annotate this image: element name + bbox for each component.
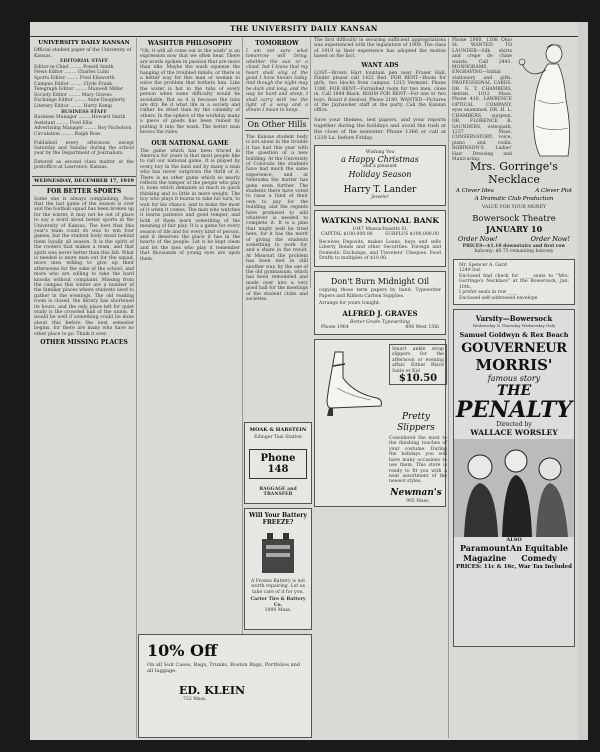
col4-top-text: The first difficulty in securing sufficient appropriations was experienced with the legislature of 1909. The class of 1919 in their experience has adopted the motion based on the fact. [314,38,446,60]
staff-box-title: UNIVERSITY DAILY KANSAN [38,40,130,46]
staff-line: Official student paper of the University of Kansas. [34,48,132,59]
battery-title: Will Your Battery FREEZE? [249,512,307,526]
want-ads-body: LOST—Brown Hart fountain pen near Fraser Hall. Finder please call 1422 Red. FOR RENT—Room for girls, two blocks from campus. 1315 Vermont. Phone 1380. FOR RENT—Furnished room for two men, close in. Call 1844 Black. ROOM FOR RENT—For one or two boys. Board if desired. Phone 2180. WANTED—Pictures of the Jayhawker staff at the party. Call the Kansan office. [314,70,446,114]
national-game-body: The game which has been traced in America for years is that most people like to call our national game. It is played by every boy in the land and by many a man who has never outgrown the thrill of it. There is no other game which so nearly reflects the temper of the people who play it, none which demands so much in quick thinking and so little in mere weight. The boy who plays it learns to take his turn, to wait for his chance, and to make the most of it when it comes. The man who watches it learns patience and good temper, and both of them learn something of the meaning of fair play. It is a game for every season of life and for every kind of person, and it deserves the place it has in the hearts of the people. Let it be kept clean and let the men who play it remember that thousands of young eyes are upon them. [140,148,240,262]
comedy-line-1: An Equitable [510,543,568,554]
play-prices: PRICES—$1.10 downstairs and first row [462,243,566,249]
play-title-2: Necklace [488,173,540,186]
xmas-season: Holiday Season [348,170,412,180]
other-hills-body: The Kansas student body is not alone in the trouble it has had this year with the question of a new building. At the University of Colorado the students have had much the same experience, and at Nebraska the matter has gone even further. The students there have voted to raise a fund of their own to pay for the building, and the regents have promised to add whatever is needed to complete it. It is a plan that might well be tried here, for it has the merit of giving the students something to work for, and a share in the result. At Missouri the problem has been met in still another way, by the use of the old gymnasium, which has been remodeled and made over into a very good hall for the meetings of the student clubs and societies. [246,134,308,303]
movie-presents: Samuel Goldwyn & Rex Beach [459,331,569,340]
save-themes-notice: Save your themes, test papers, and your reports together during the holidays and avoid the rush at the close of the semester. Phone 1366 or call at 1229 La. before Friday. [314,116,446,141]
form-line: Mr. Spencer A. Gard [459,262,507,268]
staff-line: Campus Editor ........ Clyde Frank [34,81,113,87]
slipper-promo-box [389,344,447,384]
oil-addr: 806 West 15th [405,325,439,331]
movie-star-1: GOUVERNEUR [461,341,567,357]
xmas-wishing: Wishing You [365,149,395,155]
christmas-greeting-ad [314,145,446,206]
seat-order-form [453,259,575,306]
play-value: VALUE FOR YOUR MONEY [481,205,547,210]
magazine-line-2: Magazine [463,553,507,564]
movie-famous: famous story [487,374,541,384]
adjacent-page-edge [578,22,588,740]
column-ads [312,38,449,738]
play-prices-2: balcony; $0.75 remaining balcony [474,249,554,255]
klein-addr: 732 Mass. [183,697,207,702]
midnight-oil-ad [314,271,446,335]
staff-line: Editor-in-Chief ........ Powell Smith [34,64,114,70]
battery-body: A Frozen Battery is not worth repairing. Let us take care of it for you. [250,579,306,595]
klein-body: On all Suit Cases, Bags, Trunks, Boston Bags, Portfolios and all luggage. [147,662,301,674]
movie-extras [460,543,568,563]
xmas-jeweler-role: Jeweler [371,195,389,201]
staff-line: BUSINESS STAFF [61,109,107,115]
column-hills [244,38,311,303]
magazine-line-1: Paramount [460,543,510,554]
newmans-name: Newman's [390,488,442,499]
oil-phone: Phone 1964 [321,325,349,331]
oil-sub: Arrange for yours tonight. [319,301,381,307]
classified-cards: Phone 2960. 1208 Ohio St. WANTED TO LAUNDER—Silk shirts and crepe de chine waists. Call 2441. MONOGRAMS, ENGRAVING—Initial stationery and gifts. PROFESSIONAL CARDS. DR. G. T. CHAMBERS, dentist, 1012 Mass. Phone 410. LAWRENCE OPTICAL COMPANY, eyes examined. DR. H. L. CHAMBERS, surgeon. DR. FLORENCE B. SAUNDERS, osteopath, 1237 Mass. CONSERVATORY, voice, piano and violin. ROBINSON'S Ladies' Hair Dressing and Manicuring. [452,38,512,162]
newspaper-page [30,22,578,740]
movie-penalty: PENALTY [455,397,573,424]
movie-days: Wednesday & Thursday Wednesday Only [472,323,556,329]
play-tags [456,188,572,194]
form-line: Enclosed self-addressed envelope [459,295,538,301]
play-title-1: Mrs. Gorringe's [470,160,558,173]
want-ads-heading: WANT ADS [361,61,399,69]
oil-body: copying those term papers by hand. Typewriter Papers and Ribbon Carbon Supplies. [319,288,441,299]
movie-comedy [510,543,568,563]
national-game-heading: OUR NATIONAL GAME [151,139,229,147]
battery-addr: 1000 Mass. [264,608,292,614]
tomorrow-verse: I am not sure what tomorrow will bring, whether the sun or a cloud, but I know that my heart shall sing of the good I have known today. And though the night may be dark and long, and the way be hard and steep, I shall carry with me the light of a song and a dream I mean to keep. [246,49,308,114]
editorial-subheading: OTHER MISSING PLACES [40,339,128,347]
movie-theatres: Varsity—Bowersock [475,314,553,324]
xmas-and: and a pleasant [362,164,398,170]
klein-luggage-ad [138,634,312,738]
movie-magazine [460,543,510,563]
movie-also: ALSO [506,537,522,544]
slipper-body: Considered the most to the finishing touches of your costume. During the holidays you will have many occasions to use them. This store is ready to fit you with a neat assortment of the newest styles. [389,436,447,485]
bank-surplus: SURPLUS $100,000.00 [384,232,439,238]
oil-title: Don't Burn Midnight Oil [330,277,430,287]
staff-line: Sports Editor ........ Fred Ellsworth [34,75,115,81]
play-order-row [458,235,570,243]
movie-directed: Directed by [496,421,532,429]
staff-line: Literary Editor ........ Harry Kemp [34,103,112,109]
washtub-heading: WASHTUB PHILOSOPHY [147,40,233,47]
oil-tag: Better Grade Typewriting [349,319,410,325]
staff-line: EDITORIAL STAFF [60,59,108,65]
xmas-merry: a Happy Christmas [341,155,419,165]
staff-line: Assistant ........ Fred Ellis [34,120,93,126]
play-sub: A Dramatic Club Production [474,196,554,202]
play-order-1: Order Now! [458,234,498,243]
moak-name: MOAK & HARSTEIN [249,427,307,433]
slipper-price: $10.50 [398,373,438,385]
staff-line: Exchange Editor ........ Anne Daugherty [34,98,126,104]
bank-addr: 1047 Massachusetts St. [352,226,408,232]
column-editorial-staff [32,38,137,738]
battery-name: Carter Tire & Battery Co. [250,597,306,608]
play-date: JANUARY 10 [485,223,543,234]
slipper-promo-text: Smart ankle strap slippers for the afternoon or evening affair. Either Black Satin or Kid [392,347,444,374]
play-order-2: Order Now! [530,234,570,243]
actress-illustration [516,40,576,158]
play-theatre: Bowersock Theatre [472,213,556,224]
play-tag-1: A Clever Idea [456,188,494,194]
klein-name: ED. KLEIN [179,684,246,697]
play-tag-2: A Clever Plot [535,188,572,194]
staff-line: Business Manager ........ Howard Smith [34,115,126,121]
klein-percent-off: 10% Off [147,641,218,660]
penalty-movie-ad [453,309,575,647]
bank-capital: CAPITAL $100,000.00 [321,232,373,238]
staff-line: Entered as second class matter at the postoffice at Lawrence, Kansas. [34,159,134,171]
slippers-label: Slippers [397,423,435,434]
editorial-body: Some one is always complaining. Now that the last game of the season is over and the football squad has been broken up for the winter, it may not be out of place to say a word about better sports at the University of Kansas. The best that this year's team could do was to win four games, but the student body stood behind them loyally all season. It is the spirit of the rooters that makes a team, and that spirit was never better than this fall. What is needed is more men out for the squad, more men willing to give up their afternoons for the sake of the school, and more who are willing to take the hard knocks without complaint. Missing from the campus this winter are a number of the familiar places where students used to gather in the evenings. The old reading room is closed, the library has shortened its hours, and the only place left for quiet study is the crowded hall of the union. It would be well if something could be done about this before the next semester begins, for there are many who have no other place to go. Think it over. [34,196,134,337]
form-line: Enclosed find check for ____ seats to "Mrs. Gorringe's Necklace" at the Bowersock, Jan. 10th. [459,273,569,290]
moak-sub: Edinger Taxi Station [254,435,302,440]
oil-contact-row [319,325,441,331]
staff-line: News Editor ........ Charles Luhn [34,70,110,76]
staff-list [32,48,136,171]
oil-name: ALFRED J. GRAVES [342,308,418,318]
staff-line: Telegraph Editor ........ Maxwell Miller [34,87,124,93]
washtub-body: "Oh, it will all come out in the wash" is an expression now that we often hear. There are words spoken in passion that are more than idle. Maybe the wash squeeze the hanging of the troubled minds; or there is a better way for this man or woman to solve the problem that bothers him. Like the water is hot in the tubs of every person when some difficulty would be avoidable. But so it is because the tubs are dry. Be it what life in a society and rather be dried than by the calamity of others. In the sphere of the workday many a piece of goods has been ruined by putting it into the wash. The better man knows the rules. [140,49,240,136]
column-theatre [450,38,578,738]
form-line: 1249 Ind. [459,268,482,274]
battery-illustration [258,529,298,577]
issue-date: WEDNESDAY, DECEMBER 17, 1919 [32,176,136,186]
classifieds-area [450,38,578,160]
moak-phone: Phone 148 [249,449,307,479]
column-editorials [138,38,243,738]
xmas-jeweler-name: Harry T. Lander [343,185,417,196]
movie-director: WALLACE WORSLEY [470,428,558,438]
bank-name: WATKINS NATIONAL BANK [321,215,439,225]
masthead: THE UNIVERSITY DAILY KANSAN [30,22,578,37]
movie-cast-illustration [454,439,574,537]
staff-line: Society Editor ........ Mary Graves [34,92,112,98]
pretty-label: Pretty [401,412,430,423]
watkins-bank-ad [314,210,446,268]
tomorrow-heading: TOMORROW [255,40,299,47]
comedy-line-2: Comedy [521,553,557,564]
battery-ad [244,508,312,630]
staff-line: Circulation ........ Ralph Ross [34,131,101,137]
newmans-addr: 905 Mass. [406,499,430,505]
movie-star-2: MORRIS' [475,356,553,375]
other-hills-heading: On Other Hills [245,118,309,131]
form-line: I prefer seats in row ____ [459,290,518,296]
staff-line: Published every afternoon except Saturday and Sunday during the school year by the Department of Journalism. [34,140,134,157]
play-ad [450,160,578,255]
bank-capital-row [319,232,441,238]
moak-foot: BAGGAGE and TRANSFER [259,486,297,498]
newmans-slippers-ad [314,339,446,507]
movie-the: THE [496,383,532,400]
movie-prices: PRICES: 11c & 16c, War Tax Included [456,564,572,571]
bank-body: Receives Deposits, makes Loans, buys and sells Liberty Bonds and other Securities. Foreign and Domestic Exchange, and Travelers' Cheques. Food Drafts to multiples of $10.00. [319,239,441,262]
staff-line: Advertising Manager ........ Roy Nicholson [34,126,132,132]
slipper-illustration [321,348,385,418]
moak-harstein-ad [244,422,312,504]
editorial-heading: FOR BETTER SPORTS [46,187,122,195]
